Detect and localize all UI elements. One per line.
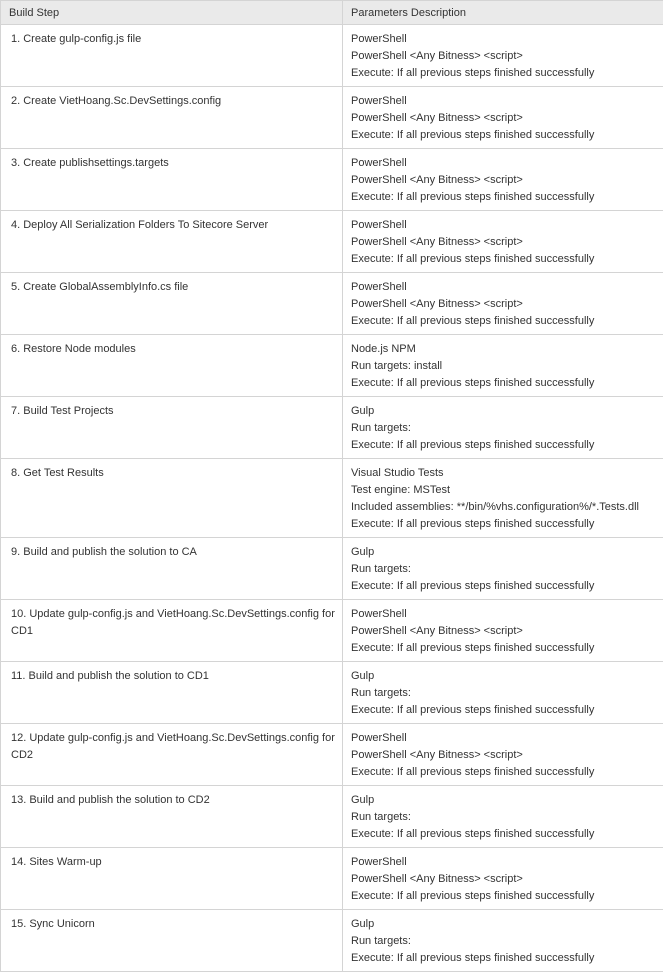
- parameter-line: Execute: If all previous steps finished successfully: [351, 888, 657, 905]
- parameters-description: [343, 211, 663, 273]
- parameter-line: Execute: If all previous steps finished successfully: [351, 251, 657, 268]
- table-row: [1, 211, 663, 273]
- parameter-line: PowerShell <Any Bitness> <script>: [351, 48, 657, 65]
- parameter-line: Visual Studio Tests: [351, 465, 657, 482]
- header-parameters-description: Parameters Description: [343, 1, 663, 25]
- table-row: [1, 149, 663, 211]
- build-step-name: 4. Deploy All Serialization Folders To Sitecore Server: [1, 211, 343, 273]
- build-step-name: 5. Create GlobalAssemblyInfo.cs file: [1, 273, 343, 335]
- parameter-line: Execute: If all previous steps finished successfully: [351, 640, 657, 657]
- parameters-description: [343, 87, 663, 149]
- parameters-description: [343, 538, 663, 600]
- parameters-description: [343, 25, 663, 87]
- parameter-line: Gulp: [351, 916, 657, 933]
- parameter-line: PowerShell <Any Bitness> <script>: [351, 234, 657, 251]
- parameter-line: PowerShell: [351, 155, 657, 172]
- parameter-line: Gulp: [351, 544, 657, 561]
- parameter-line: Execute: If all previous steps finished successfully: [351, 950, 657, 967]
- parameter-line: Gulp: [351, 792, 657, 809]
- table-row: [1, 397, 663, 459]
- parameter-line: PowerShell <Any Bitness> <script>: [351, 747, 657, 764]
- parameter-line: Run targets:: [351, 809, 657, 826]
- build-step-name: 12. Update gulp-config.js and VietHoang.Sc.DevSettings.config for CD2: [1, 724, 343, 786]
- build-step-name: 15. Sync Unicorn: [1, 910, 343, 972]
- parameter-line: Execute: If all previous steps finished successfully: [351, 702, 657, 719]
- parameters-description: [343, 600, 663, 662]
- parameter-line: Gulp: [351, 668, 657, 685]
- parameter-line: Execute: If all previous steps finished successfully: [351, 578, 657, 595]
- parameters-description: [343, 724, 663, 786]
- build-step-name: 13. Build and publish the solution to CD2: [1, 786, 343, 848]
- table-row: [1, 848, 663, 910]
- table-row: [1, 724, 663, 786]
- parameter-line: Test engine: MSTest: [351, 482, 657, 499]
- table-row: [1, 25, 663, 87]
- parameter-line: PowerShell: [351, 730, 657, 747]
- parameters-description: [343, 910, 663, 972]
- table-row: [1, 87, 663, 149]
- parameter-line: Run targets: install: [351, 358, 657, 375]
- table-row: [1, 273, 663, 335]
- parameters-description: [343, 848, 663, 910]
- table-row: [1, 662, 663, 724]
- parameter-line: Run targets:: [351, 685, 657, 702]
- parameter-line: PowerShell <Any Bitness> <script>: [351, 623, 657, 640]
- build-step-name: 8. Get Test Results: [1, 459, 343, 538]
- parameter-line: Run targets:: [351, 420, 657, 437]
- parameter-line: PowerShell: [351, 217, 657, 234]
- build-step-name: 11. Build and publish the solution to CD1: [1, 662, 343, 724]
- build-step-name: 2. Create VietHoang.Sc.DevSettings.config: [1, 87, 343, 149]
- table-row: [1, 910, 663, 972]
- parameter-line: PowerShell: [351, 93, 657, 110]
- table-row: [1, 538, 663, 600]
- parameter-line: Gulp: [351, 403, 657, 420]
- parameters-description: [343, 786, 663, 848]
- build-step-name: 6. Restore Node modules: [1, 335, 343, 397]
- parameter-line: Execute: If all previous steps finished successfully: [351, 313, 657, 330]
- parameters-description: [343, 149, 663, 211]
- parameter-line: Included assemblies: **/bin/%vhs.configuration%/*.Tests.dll: [351, 499, 657, 516]
- header-row: [1, 1, 663, 25]
- parameter-line: PowerShell: [351, 31, 657, 48]
- build-step-name: 9. Build and publish the solution to CA: [1, 538, 343, 600]
- parameter-line: PowerShell <Any Bitness> <script>: [351, 871, 657, 888]
- parameter-line: PowerShell <Any Bitness> <script>: [351, 296, 657, 313]
- parameter-line: Execute: If all previous steps finished successfully: [351, 189, 657, 206]
- header-build-step: Build Step: [1, 1, 343, 25]
- parameter-line: PowerShell: [351, 854, 657, 871]
- parameter-line: Execute: If all previous steps finished successfully: [351, 375, 657, 392]
- parameter-line: Execute: If all previous steps finished successfully: [351, 516, 657, 533]
- table-row: [1, 786, 663, 848]
- parameters-description: [343, 397, 663, 459]
- table-row: [1, 459, 663, 538]
- parameter-line: PowerShell: [351, 606, 657, 623]
- parameter-line: PowerShell <Any Bitness> <script>: [351, 110, 657, 127]
- parameter-line: Execute: If all previous steps finished successfully: [351, 127, 657, 144]
- parameters-description: [343, 662, 663, 724]
- build-step-name: 14. Sites Warm-up: [1, 848, 343, 910]
- parameter-line: Run targets:: [351, 561, 657, 578]
- table-row: [1, 335, 663, 397]
- build-step-name: 3. Create publishsettings.targets: [1, 149, 343, 211]
- parameter-line: Execute: If all previous steps finished successfully: [351, 826, 657, 843]
- parameter-line: PowerShell <Any Bitness> <script>: [351, 172, 657, 189]
- parameter-line: Execute: If all previous steps finished successfully: [351, 437, 657, 454]
- parameter-line: PowerShell: [351, 279, 657, 296]
- parameters-description: [343, 459, 663, 538]
- build-step-name: 10. Update gulp-config.js and VietHoang.Sc.DevSettings.config for CD1: [1, 600, 343, 662]
- table-row: [1, 600, 663, 662]
- parameters-description: [343, 335, 663, 397]
- build-step-name: 7. Build Test Projects: [1, 397, 343, 459]
- parameter-line: Run targets:: [351, 933, 657, 950]
- parameters-description: [343, 273, 663, 335]
- build-step-name: 1. Create gulp-config.js file: [1, 25, 343, 87]
- parameter-line: Execute: If all previous steps finished successfully: [351, 764, 657, 781]
- parameter-line: Node.js NPM: [351, 341, 657, 358]
- parameter-line: Execute: If all previous steps finished successfully: [351, 65, 657, 82]
